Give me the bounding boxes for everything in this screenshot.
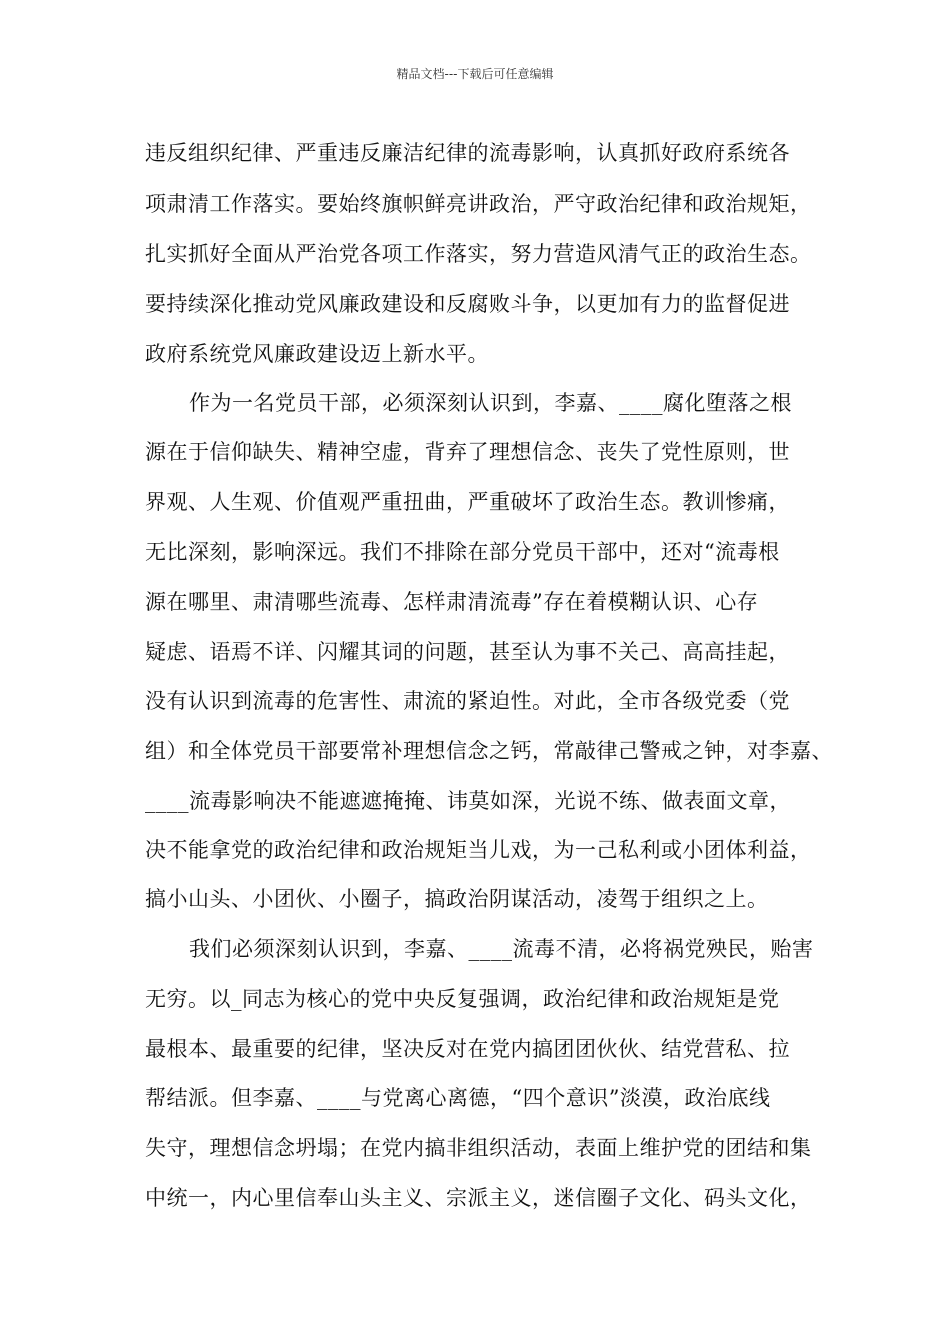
body-line: 帮结派。但李嘉、____与党离心离德，“四个意识”淡漠，政治底线 bbox=[145, 1086, 771, 1110]
body-line: 要持续深化推动党风廉政建设和反腐败斗争，以更加有力的监督促进 bbox=[145, 292, 790, 316]
paragraph-first-line: 我们必须深刻认识到，李嘉、____流毒不清，必将祸党殃民，贻害 bbox=[189, 937, 814, 961]
body-line: 政府系统党风廉政建设迈上新水平。 bbox=[145, 342, 489, 366]
page-header: 精品文档---下载后可任意编辑 bbox=[396, 67, 554, 81]
body-line: 没有认识到流毒的危害性、肃流的紧迫性。对此，全市各级党委（党 bbox=[145, 689, 790, 713]
body-line: 决不能拿党的政治纪律和政治规矩当儿戏，为一己私利或小团体利益， bbox=[145, 838, 812, 862]
body-line: 源在于信仰缺失、精神空虚，背弃了理想信念、丧失了党性原则，世 bbox=[145, 440, 790, 464]
body-line: 界观、人生观、价值观严重扭曲，严重破坏了政治生态。教训惨痛， bbox=[145, 490, 790, 514]
body-line: ____流毒影响决不能遮遮掩掩、讳莫如深，光说不练、做表面文章， bbox=[145, 789, 791, 813]
body-line: 违反组织纪律、严重违反廉洁纪律的流毒影响，认真抓好政府系统各 bbox=[145, 141, 790, 165]
body-line: 无穷。以_同志为核心的党中央反复强调，政治纪律和政治规矩是党 bbox=[145, 987, 780, 1011]
body-line: 疑虑、语焉不详、闪耀其词的问题，甚至认为事不关己、高高挂起， bbox=[145, 640, 790, 664]
body-line: 失守，理想信念坍塌；在党内搞非组织活动，表面上维护党的团结和集 bbox=[145, 1136, 812, 1160]
body-line: 搞小山头、小团伙、小圈子，搞政治阴谋活动，凌驾于组织之上。 bbox=[145, 887, 769, 911]
body-line: 扎实抓好全面从严治党各项工作落实，努力营造风清气正的政治生态。 bbox=[145, 242, 812, 266]
body-line: 无比深刻，影响深远。我们不排除在部分党员干部中，还对“流毒根 bbox=[145, 540, 780, 564]
body-line: 源在哪里、肃清哪些流毒、怎样肃清流毒”存在着模糊认识、心存 bbox=[145, 590, 759, 614]
body-line: 中统一，内心里信奉山头主义、宗派主义，迷信圈子文化、码头文化， bbox=[145, 1186, 812, 1210]
body-line: 组）和全体党员干部要常补理想信念之钙，常敲律己警戒之钟，对李嘉、 bbox=[145, 739, 833, 763]
paragraph-first-line: 作为一名党员干部，必须深刻认识到，李嘉、____腐化堕落之根 bbox=[189, 391, 792, 415]
body-line: 最根本、最重要的纪律，坚决反对在党内搞团团伙伙、结党营私、拉 bbox=[145, 1037, 790, 1061]
body-line: 项肃清工作落实。要始终旗帜鲜亮讲政治，严守政治纪律和政治规矩， bbox=[145, 192, 812, 216]
